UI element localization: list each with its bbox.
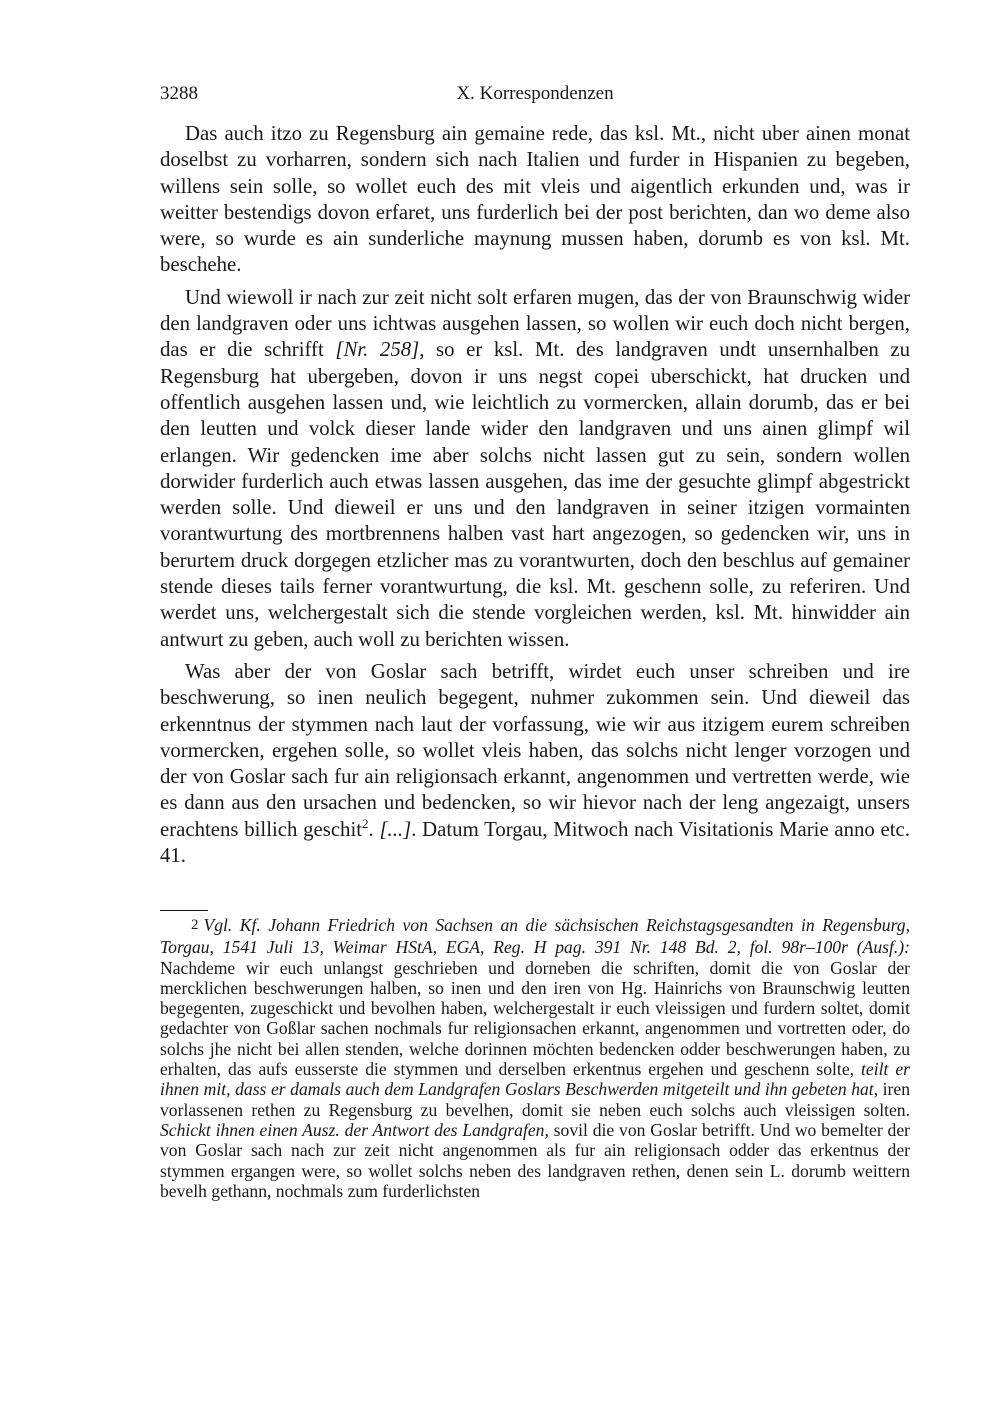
footnote-source: Vgl. Kf. Johann Friedrich von Sachsen an die sächsischen Reichstagsgesandten in Regensburg, Torgau, 1541 Juli 13, Weimar HStA, EGA, Reg. H pag. 391 Nr. 148 Bd. 2, fol. 98r–100r (Ausf.): <box>160 915 910 958</box>
paragraph-3-text-a: Was aber der von Goslar sach betrifft, wirdet euch unser schreiben und ire beschwerung, so inen neulich begegent, nuhmer zukommen sein. Und dieweil das erkenntnus der stymmen nach laut der vorfassung, wie wir aus itzigem eurem schreiben vormercken, ergehen solle, so wollet vleis haben, das solchs nicht lenger vorzogen und der von Goslar sach fur ain religionsach erkannt, angenommen und vertretten werde, wie es dann aus den ursachen und bedencken, so wir hievor nach der leng angezaigt, unsers erachtens billich geschit <box>160 659 910 841</box>
page-number: 3288 <box>160 83 198 104</box>
main-text <box>160 121 910 869</box>
footnote-separator <box>160 910 208 911</box>
paragraph-3 <box>160 659 910 869</box>
page-header <box>160 80 910 108</box>
footnote-quote-3: sovil die von Goslar betrifft. Und wo bemelter der von Goslar sach nach zur zeit nicht angenommen als fur ain religionsach odder das erkentnus der stymmen ergangen were, so wollet solchs neben des landgraven rethen, denen sein L. dorumb weittern bevelh gethann, nochmals zum furderlichsten <box>160 1119 910 1201</box>
footnote <box>160 915 910 1201</box>
paragraph-3-punct: . <box>368 817 380 841</box>
footnote-quote-1: Nachdeme wir euch unlangst geschrieben und dorneben die schriften, domit die von Goslar der mercklichen beschwerungen halben, so inen und den iren von Hg. Hainrichs von Braunschwig leutten begegenten, zugeschickt und bevolhen haben, welchergestalt ir euch vleissigen und furdern soltet, domit gedachter von Goßlar sachen nochmals fur religionsachen erkannt, angenommen und vortretten oder, do solchs jhe nicht bei allen stenden, welche dorinnen möchten bedencken odder beschwerungen haben, zu erhalten, das aufs eusserste die stymmen und derselben erkentnus ergehen und geschenn solte, <box>160 957 910 1080</box>
footnote-reference: 2 <box>362 815 369 831</box>
document-reference: [Nr. 258] <box>335 338 420 362</box>
footnote-summary-1: teilt er ihnen mit, dass er damals auch dem Landgrafen Goslars Beschwerden mitgeteilt und ihn gebeten hat <box>160 1059 910 1100</box>
footnote-quote-2: , iren vorlassenen rethen zu Regensburg zu bevelhen, domit sie neben euch solchs auch vleissigen solten. <box>160 1079 911 1120</box>
paragraph-3-text-b: . Datum Torgau, Mitwoch nach Visitationis Marie anno etc. 41. <box>160 817 910 868</box>
running-title: X. Korrespondenzen <box>456 83 614 104</box>
paragraph-2-text-a: Und wiewoll ir nach zur zeit nicht solt erfaren mugen, das der von Braunschwig wider den landgraven oder uns ichtwas ausgehen lassen, so wollen wir euch doch nicht bergen, das er die schrifft <box>160 285 910 362</box>
footnote-number: 2 <box>191 917 199 933</box>
paragraph-2 <box>160 285 910 653</box>
omission-marker: [...] <box>379 817 412 841</box>
paragraph-2-text-b: , so er ksl. Mt. des landgraven undt unsernhalben zu Regensburg hat ubergeben, dovon ir uns negst copei uberschickt, hat drucken und offentlich ausgehen lassen und, wie leichtlich zu vormercken, allain dorumb, das er bei den leutten und volck dieser lande wider den landgraven und uns ainen glimpf wil erlangen. Wir gedencken ime aber solchs nicht lassen gut zu sein, sondern wollen dorwider furderlich auch etwas lassen ausgehen, das ime der gesuchte glimpf abgestrickt werden solle. Und dieweil er uns und den landgraven in seiner itzigen vormainten vorantwurtung des mortbrennens halben vast hart angezogen, so gedencken wir, uns in berurtem druck dorgegen etzlicher mas zu vorantwurten, doch den beschlus auf gemainer stende dieses tails ferner vorantwurtung, die ksl. Mt. geschenn solle, zu referiren. Und werdet uns, welchergestalt sich die stende vorgleichen werden, ksl. Mt. hinwidder ain antwurt zu geben, auch woll zu berichten wissen. <box>160 338 910 651</box>
paragraph-1-text: Das auch itzo zu Regensburg ain gemaine rede, das ksl. Mt., nicht uber ainen monat doselbst zu vorharren, sondern sich nach Italien und furder in Hispanien zu begeben, willens sein solle, so wollet euch des mit vleis und aigentlich erkunden und, was ir weitter bestendigs dovon erfaret, uns furderlich bei der post berichten, dan wo deme also were, so wurde es ain sunderliche maynung mussen haben, dorumb es von ksl. Mt. beschehe. <box>160 122 910 277</box>
footnote-summary-2: Schickt ihnen einen Ausz. der Antwort des Landgrafen, <box>160 1119 549 1140</box>
paragraph-1 <box>160 121 910 279</box>
